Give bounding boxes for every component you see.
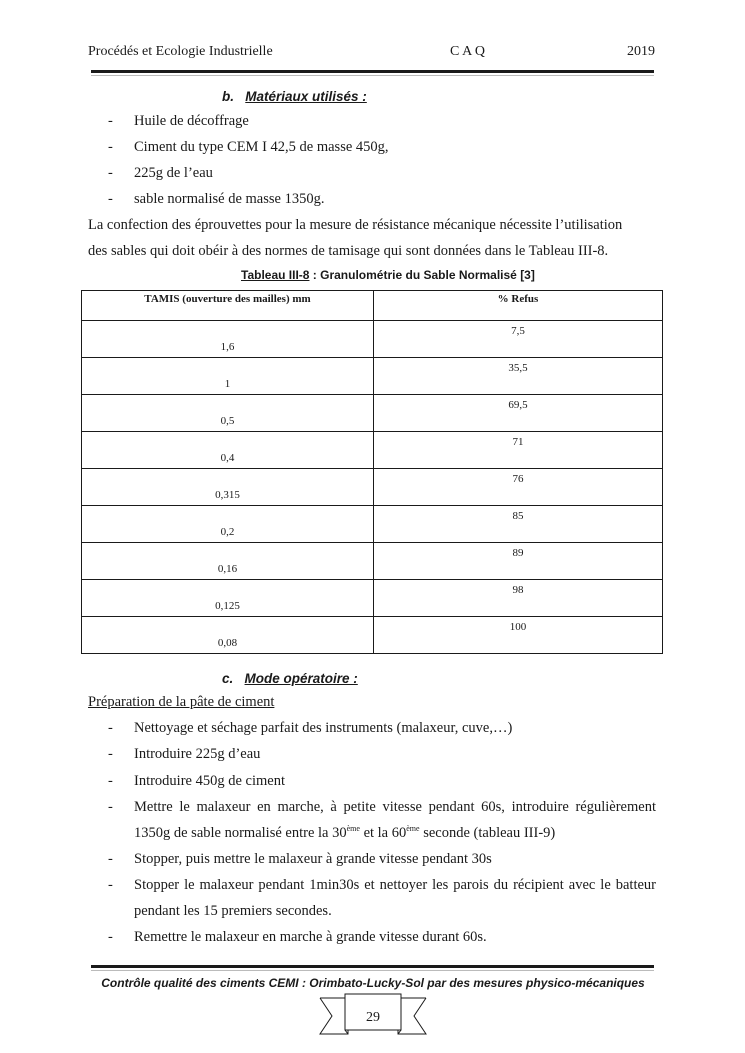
bullet-marker: - — [108, 773, 113, 789]
list-item: Ciment du type CEM I 42,5 de masse 450g, — [134, 139, 389, 155]
bullet-marker: - — [108, 113, 113, 129]
list-item: Stopper, puis mettre le malaxeur à grande vitesse pendant 30s — [134, 851, 492, 867]
table-row — [82, 432, 663, 469]
table-row — [82, 543, 663, 580]
section-b-letter: b. — [222, 89, 234, 104]
footer-title: Contrôle qualité des ciments CEMI : Orimbato-Lucky-Sol par des mesures physico-mécaniques — [101, 976, 645, 990]
tamis-value: 0,16 — [217, 563, 238, 575]
header-right: 2019 — [627, 44, 655, 59]
list-item: Huile de décoffrage — [134, 113, 249, 129]
table-header-cell — [374, 291, 663, 321]
tamis-value: 0,5 — [220, 415, 235, 427]
table-cell — [374, 617, 663, 654]
table-cell — [374, 469, 663, 506]
refus-value: 7,5 — [511, 325, 525, 337]
bullet-marker: - — [108, 877, 113, 893]
refus-value: 89 — [512, 547, 524, 559]
ribbon-left-tail — [320, 998, 348, 1034]
refus-value: 71 — [512, 436, 524, 448]
table-cell — [374, 395, 663, 432]
ribbon-right-tail — [398, 998, 426, 1034]
table-cell — [374, 543, 663, 580]
table-row — [82, 580, 663, 617]
table-row — [82, 395, 663, 432]
refus-value: 76 — [512, 473, 524, 485]
table-header-cell — [82, 291, 374, 321]
tamis-value: 1,6 — [220, 341, 235, 353]
header-left: Procédés et Ecologie Industrielle — [88, 44, 273, 59]
header-rule-shadow — [91, 75, 654, 76]
step4-text-b: et la 60 — [359, 824, 407, 841]
table-cell — [82, 358, 374, 395]
table-cell — [82, 432, 374, 469]
table-cell — [82, 469, 374, 506]
bullet-marker: - — [108, 165, 113, 181]
step4-text-a: 1350g de sable normalisé entre la 30 — [134, 824, 347, 841]
bullet-marker: - — [108, 191, 113, 207]
table-cell — [374, 432, 663, 469]
table-cell — [374, 506, 663, 543]
paragraph-line-1: La confection des éprouvettes pour la mesure de résistance mécanique nécessite l’utilisation — [88, 217, 623, 233]
footer-rule — [91, 965, 654, 968]
paragraph-line-2: des sables qui doit obéir à des normes de tamisage qui sont données dans le Tableau III-8. — [88, 243, 609, 259]
section-c-title: Mode opératoire : — [244, 671, 358, 686]
table-header-row — [82, 291, 663, 321]
tamis-value: 0,315 — [215, 489, 240, 501]
bullet-marker: - — [108, 929, 113, 945]
table-cell — [82, 395, 374, 432]
bullet-marker: - — [108, 799, 113, 815]
refus-value: 85 — [512, 510, 524, 522]
section-b-title: Matériaux utilisés : — [245, 89, 367, 104]
step4-text-c: seconde (tableau III-9) — [419, 824, 556, 841]
list-item-continuation: pendant les 15 premiers secondes. — [134, 903, 332, 919]
header-rule — [91, 70, 654, 73]
bullet-marker: - — [108, 720, 113, 736]
header-center: C A Q — [450, 44, 486, 59]
list-item: Introduire 225g d’eau — [134, 746, 261, 762]
table-row — [82, 358, 663, 395]
table-cell — [374, 580, 663, 617]
table-caption-text: : Granulométrie du Sable Normalisé [3] — [309, 268, 535, 282]
subheading-preparation: Préparation de la pâte de ciment — [88, 694, 275, 710]
table-row — [82, 469, 663, 506]
table-cell — [82, 580, 374, 617]
table-cell — [82, 617, 374, 654]
list-item: Stopper le malaxeur pendant 1min30s et nettoyer les parois du récipient avec le batteur — [134, 877, 656, 893]
table-caption — [241, 268, 535, 282]
list-item: sable normalisé de masse 1350g. — [134, 191, 325, 207]
table-row — [82, 617, 663, 654]
footer-rule-shadow — [91, 970, 654, 971]
list-item: 225g de l’eau — [134, 165, 213, 181]
bullet-marker: - — [108, 851, 113, 867]
header-refus: % Refus — [497, 293, 539, 305]
refus-value: 100 — [509, 621, 527, 633]
step4-sup-2: ème — [406, 824, 420, 833]
bullet-marker: - — [108, 139, 113, 155]
tamis-value: 0,2 — [220, 526, 235, 538]
page-number: 29 — [366, 1010, 380, 1025]
header-tamis: TAMIS (ouverture des mailles) mm — [144, 293, 311, 305]
table-cell — [374, 321, 663, 358]
list-item: Mettre le malaxeur en marche, à petite vitesse pendant 60s, introduire régulièrement — [134, 799, 656, 815]
section-c-letter: c. — [222, 671, 234, 686]
list-item: Nettoyage et séchage parfait des instruments (malaxeur, cuve,…) — [134, 720, 513, 736]
table-row — [82, 321, 663, 358]
table-row — [82, 506, 663, 543]
tamis-value: 0,4 — [220, 452, 235, 464]
tamis-value: 0,125 — [215, 600, 240, 612]
table-cell — [374, 358, 663, 395]
step4-sup-1: ème — [346, 824, 360, 833]
table-cell — [82, 543, 374, 580]
list-item: Remettre le malaxeur en marche à grande vitesse durant 60s. — [134, 929, 487, 945]
bullet-marker: - — [108, 746, 113, 762]
list-item-continuation — [134, 824, 555, 842]
section-c-heading — [222, 671, 358, 686]
section-b-heading — [222, 89, 367, 104]
table-caption-label: Tableau III-8 — [241, 268, 310, 282]
table-cell — [82, 506, 374, 543]
refus-value: 98 — [512, 584, 524, 596]
refus-value: 35,5 — [508, 362, 528, 374]
refus-value: 69,5 — [508, 399, 528, 411]
tamis-value: 0,08 — [217, 637, 238, 649]
tamis-value: 1 — [224, 378, 231, 390]
granulometry-table — [81, 290, 663, 654]
list-item: Introduire 450g de ciment — [134, 773, 285, 789]
table-cell — [82, 321, 374, 358]
